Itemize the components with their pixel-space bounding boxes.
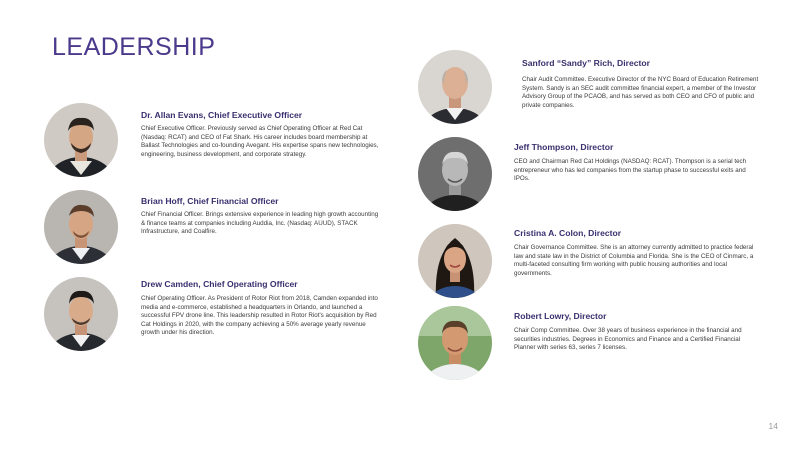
- page-title: LEADERSHIP: [52, 33, 216, 61]
- director-name: Jeff Thompson, Director: [514, 142, 614, 152]
- director-name: Sanford “Sandy” Rich, Director: [522, 58, 650, 68]
- leader-bio: Chief Financial Officer. Brings extensive experience in leading high growth accounting & finance teams at companies including Auddia, Inc. (Nasdaq: AUUD), STACK Infrastructure, and Coalfire.: [141, 211, 379, 236]
- avatar-portrait-photo: [44, 277, 118, 351]
- director-bio: CEO and Chairman Red Cat Holdings (NASDAQ: RCAT). Thompson is a serial tech entrepreneur who has led companies from the startup phase to successful exits and IPOs.: [514, 158, 747, 183]
- leader-name: Dr. Allan Evans, Chief Executive Officer: [141, 110, 303, 120]
- leader-bio: Chief Executive Officer. Previously served as Chief Operating Officer at Red Cat (Nasdaq: RCAT) and CEO of Fat Shark. His career includes board membership at Ballast Technologies and co-founding Avegant. His expertise spans new technologies, engineering, business development, and corporate strategy.: [141, 125, 379, 158]
- leader-name: Brian Hoff, Chief Financial Officer: [141, 196, 279, 206]
- director-name: Cristina A. Colon, Director: [514, 228, 622, 238]
- avatar-portrait-photo: [418, 50, 492, 124]
- avatar-portrait-photo: [418, 224, 492, 298]
- director-bio: Chair Comp Committee. Over 38 years of business experience in the financial and securities industries. Degrees in Economics and Finance and a Certified Financial Planner with series 63, series 7 licenses.: [514, 327, 742, 352]
- leader-name: Drew Camden, Chief Operating Officer: [141, 279, 298, 289]
- director-bio: Chair Governance Committee. She is an attorney currently admitted to practice federal law and state law in the District of Columbia and Florida. She is the CEO of Cinmarc, a multi-faceted consulting firm working with public housing authorities and local governments.: [514, 244, 754, 277]
- avatar-portrait-photo: [44, 103, 118, 177]
- director-bio: Chair Audit Committee. Executive Director of the NYC Board of Education Retirement System. Sandy is an SEC audit committee financial expert, a member of the Investor Advisory Group of the PCAOB, and has served as both CEO and CFO of public and private companies.: [522, 76, 759, 109]
- director-name: Robert Lowry, Director: [514, 311, 607, 321]
- page-number: 14: [768, 421, 778, 431]
- avatar-portrait-photo: [418, 137, 492, 211]
- leader-bio: Chief Operating Officer. As President of Rotor Riot from 2018, Camden expanded into media and e-commerce, established a headquarters in Orlando, and launched a successful FPV drone line. This leadership resulted in Rotor Riot's acquisition by Red Cat Holdings in 2020, with the company achieving a 50% average yearly revenue growth under his direction.: [141, 295, 378, 337]
- avatar-portrait-photo: [418, 306, 492, 380]
- avatar-portrait-photo: [44, 190, 118, 264]
